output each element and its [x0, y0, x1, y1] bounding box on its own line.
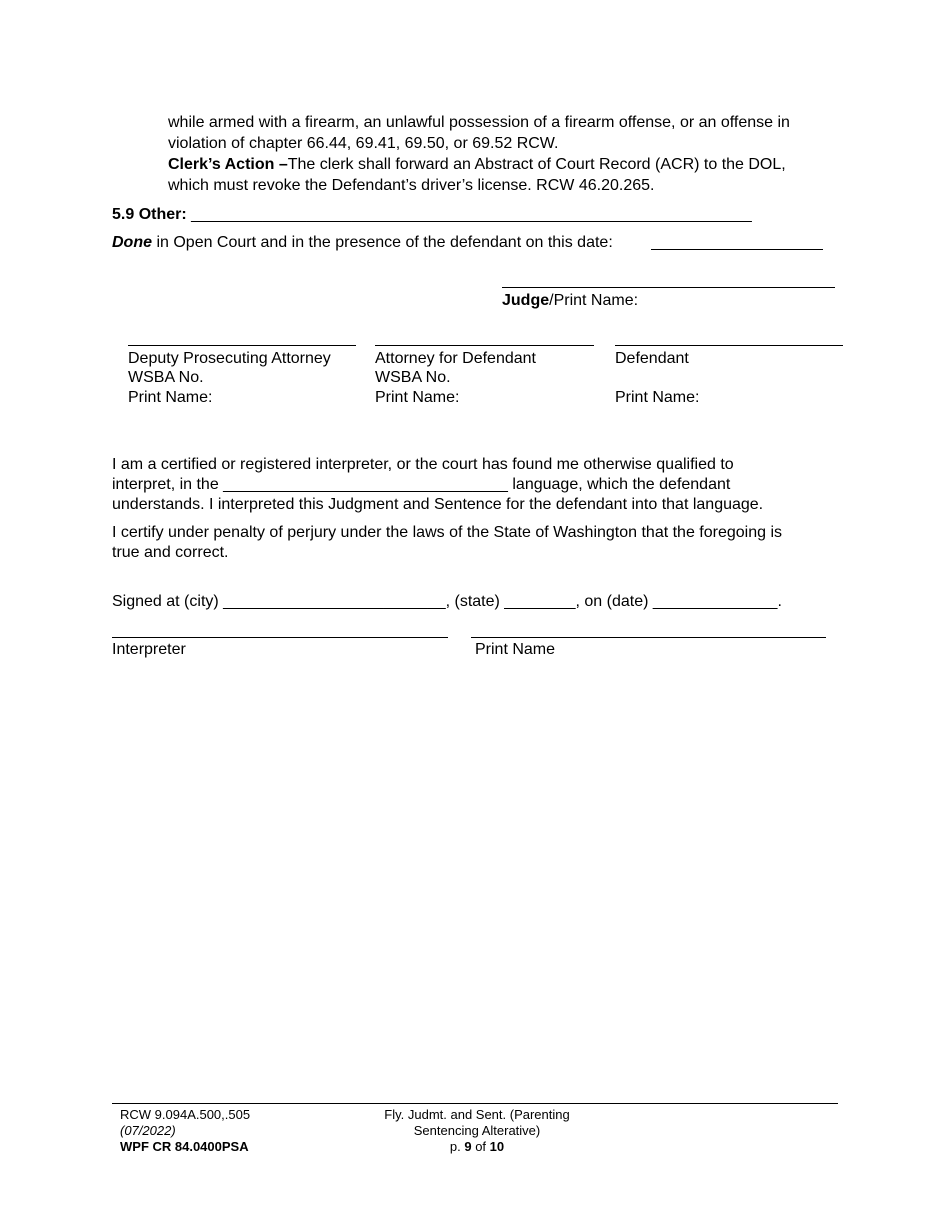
signed-at-line[interactable]: Signed at (city) _________________________, (state) ________, on (date) ______________. [112, 593, 782, 610]
page-of: of [471, 1139, 490, 1154]
defendant-block [615, 348, 699, 408]
interpreter-line-1: I am a certified or registered interpreter, or the court has found me otherwise qualified to [112, 456, 734, 473]
page-prefix: p. [449, 1139, 465, 1154]
defense-attorney-wsba: WSBA No. [375, 369, 451, 386]
prosecutor-print-name: Print Name: [128, 389, 213, 406]
interpreter-label: Interpreter [112, 641, 186, 658]
interpreter-line-3: understands. I interpreted this Judgment and Sentence for the defendant into that language. [112, 496, 764, 513]
section-5-9-label: 5.9 Other: [112, 206, 187, 223]
prosecutor-signature-line[interactable] [128, 345, 356, 346]
defendant-title: Defendant [615, 350, 689, 367]
defense-attorney-print-name: Print Name: [375, 389, 460, 406]
defense-attorney-signature-line[interactable] [375, 345, 594, 346]
judge-signature-line[interactable] [502, 287, 835, 288]
date-signature-line[interactable] [651, 249, 823, 250]
defense-attorney-title: Attorney for Defendant [375, 350, 536, 367]
footer-form-number: WPF CR 84.0400PSA [120, 1139, 249, 1154]
clerk-action-text: The clerk shall forward an Abstract of Court Record (ACR) to the DOL, [287, 156, 786, 173]
interpreter-line-2: interpret, in the ________________________________ language, which the defendant [112, 476, 731, 493]
prosecutor-block [128, 348, 331, 408]
footer-divider [112, 1103, 838, 1104]
page-total: 10 [489, 1139, 505, 1154]
prosecutor-title: Deputy Prosecuting Attorney [128, 350, 331, 367]
footer-rcw: RCW 9.094A.500,.505 [120, 1107, 251, 1122]
defendant-print-name: Print Name: [615, 389, 700, 406]
prosecutor-wsba: WSBA No. [128, 369, 204, 386]
done-text: in Open Court and in the presence of the defendant on this date: [152, 234, 613, 251]
done-label: Done [112, 234, 152, 251]
interpreter-print-name-line[interactable] [471, 637, 826, 638]
interpreter-signature-line[interactable] [112, 637, 448, 638]
section-5-9 [112, 204, 752, 225]
clerk-action-label: Clerk’s Action – [168, 156, 288, 173]
defendant-wsba [615, 367, 699, 388]
judge-label-bold: Judge [502, 292, 550, 309]
footer-title-line-1: Fly. Judmt. and Sent. (Parenting [384, 1107, 570, 1122]
clerk-action-line-2: which must revoke the Defendant’s driver’s license. RCW 46.20.265. [168, 177, 655, 194]
continuation-line-2: violation of chapter 66.44, 69.41, 69.50, or 69.52 RCW. [168, 135, 559, 152]
footer-title-line-2: Sentencing Alterative) [413, 1123, 541, 1138]
footer-page-number [375, 1139, 579, 1155]
judge-label-text: /Print Name: [549, 292, 639, 309]
print-name-label: Print Name [475, 641, 556, 658]
page-current: 9 [464, 1139, 472, 1154]
judge-label [502, 290, 638, 311]
done-statement [112, 232, 613, 253]
clerk-action-line [168, 154, 786, 175]
certify-line-2: true and correct. [112, 544, 229, 561]
defendant-signature-line[interactable] [615, 345, 843, 346]
certify-line-1: I certify under penalty of perjury under the laws of the State of Washington that the foregoing is [112, 524, 783, 541]
continuation-line-1: while armed with a firearm, an unlawful possession of a firearm offense, or an offense in [168, 114, 790, 131]
other-field[interactable]: _______________________________________________________________ [191, 206, 752, 223]
defense-attorney-block [375, 348, 536, 408]
footer-date: (07/2022) [120, 1123, 176, 1138]
